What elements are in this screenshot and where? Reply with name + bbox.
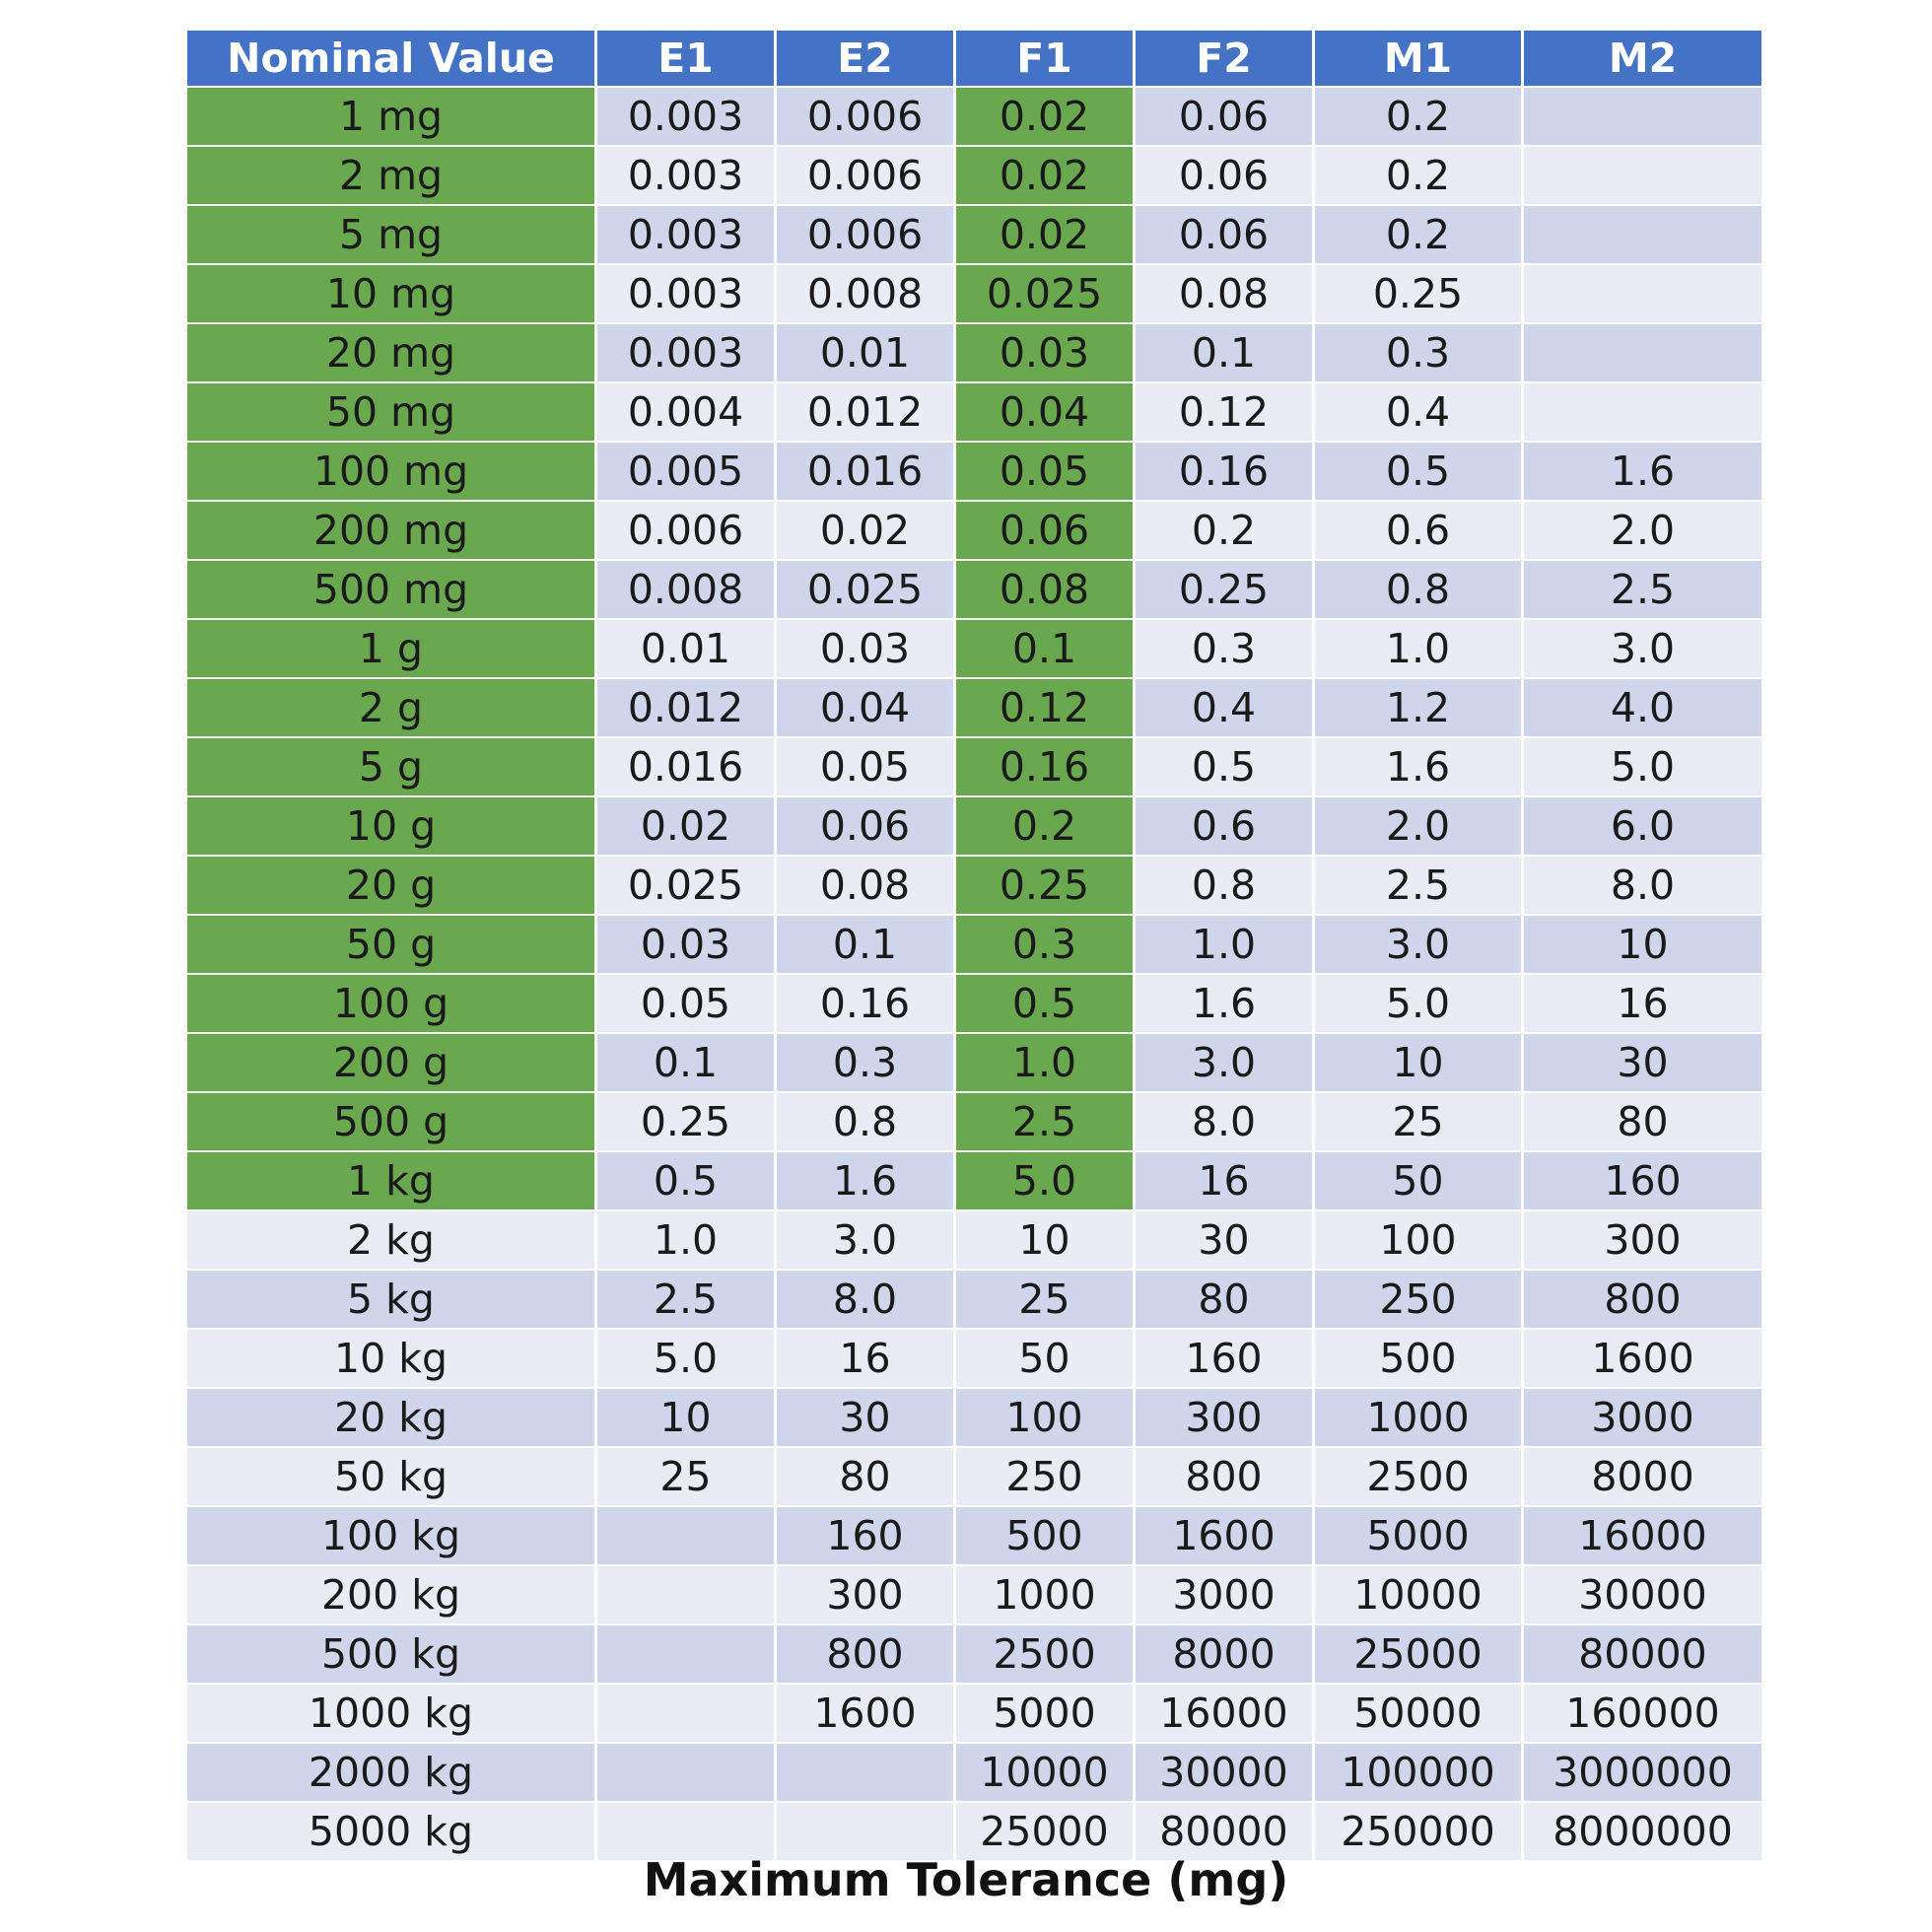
tolerance-cell-f2: 30 [1136,1211,1312,1269]
tolerance-cell-e1: 0.1 [597,1034,774,1091]
tolerance-cell-f2: 1600 [1136,1507,1312,1564]
tolerance-cell-f2: 0.3 [1136,620,1312,677]
tolerance-cell-e1: 0.02 [597,797,774,855]
table-row [187,88,1761,145]
tolerance-cell-m1: 5000 [1315,1507,1521,1564]
tolerance-cell-f1: 0.05 [956,443,1133,500]
table-row [187,679,1761,736]
tolerance-cell-m1: 2500 [1315,1448,1521,1505]
tolerance-cell-e1: 0.01 [597,620,774,677]
tolerance-cell-e1: 0.004 [597,383,774,441]
tolerance-cell-f2: 8000 [1136,1625,1312,1683]
tolerance-cell-e2: 0.16 [777,975,953,1032]
tolerance-cell-m1: 1.6 [1315,738,1521,795]
nominal-value-cell: 500 g [187,1093,594,1150]
tolerance-cell-e2 [777,1744,953,1801]
tolerance-cell-f2: 1.6 [1136,975,1312,1032]
table-row [187,1685,1761,1742]
tolerance-cell-m2: 30000 [1524,1566,1761,1623]
tolerance-cell-e1: 0.05 [597,975,774,1032]
table-row [187,1803,1761,1860]
tolerance-cell-f1: 25000 [956,1803,1133,1860]
tolerance-cell-m1: 0.25 [1315,265,1521,322]
table-row [187,797,1761,855]
tolerance-cell-m2 [1524,383,1761,441]
tolerance-cell-e1: 0.003 [597,324,774,381]
tolerance-cell-m1: 2.5 [1315,857,1521,914]
nominal-value-cell: 20 g [187,857,594,914]
tolerance-cell-m2: 5.0 [1524,738,1761,795]
tolerance-cell-m2: 3.0 [1524,620,1761,677]
tolerance-cell-f1: 0.04 [956,383,1133,441]
tolerance-cell-m2: 8000 [1524,1448,1761,1505]
tolerance-cell-f2: 0.16 [1136,443,1312,500]
nominal-value-cell: 2 mg [187,147,594,204]
tolerance-cell-m1: 0.2 [1315,147,1521,204]
tolerance-cell-m1: 0.2 [1315,88,1521,145]
tolerance-cell-f2: 80 [1136,1271,1312,1328]
table-row [187,502,1761,559]
table-row [187,324,1761,381]
nominal-value-cell: 5 g [187,738,594,795]
tolerance-cell-e2: 8.0 [777,1271,953,1328]
tolerance-cell-m1: 3.0 [1315,916,1521,973]
nominal-value-cell: 100 mg [187,443,594,500]
tolerance-cell-e2: 300 [777,1566,953,1623]
nominal-value-cell: 200 g [187,1034,594,1091]
table-row [187,1271,1761,1328]
tolerance-cell-m2: 80000 [1524,1625,1761,1683]
tolerance-cell-f1: 2500 [956,1625,1133,1683]
table-row [187,561,1761,618]
tolerance-cell-m2: 300 [1524,1211,1761,1269]
column-header-m2: M2 [1524,31,1761,86]
tolerance-cell-m2: 8.0 [1524,857,1761,914]
tolerance-cell-f1: 0.16 [956,738,1133,795]
nominal-value-cell: 10 kg [187,1330,594,1387]
tolerance-cell-f1: 0.2 [956,797,1133,855]
tolerance-cell-e2 [777,1803,953,1860]
tolerance-cell-m2: 6.0 [1524,797,1761,855]
nominal-value-cell: 100 g [187,975,594,1032]
tolerance-cell-f1: 0.1 [956,620,1133,677]
tolerance-cell-m2: 16000 [1524,1507,1761,1564]
tolerance-cell-e1: 0.003 [597,147,774,204]
tolerance-cell-e2: 0.03 [777,620,953,677]
tolerance-cell-e2: 0.02 [777,502,953,559]
tolerance-cell-e2: 0.006 [777,147,953,204]
tolerance-cell-e2: 3.0 [777,1211,953,1269]
tolerance-cell-f1: 10 [956,1211,1133,1269]
tolerance-cell-f2: 0.08 [1136,265,1312,322]
tolerance-cell-f2: 0.06 [1136,206,1312,263]
nominal-value-cell: 50 mg [187,383,594,441]
tolerance-cell-f2: 16000 [1136,1685,1312,1742]
nominal-value-cell: 1000 kg [187,1685,594,1742]
tolerance-cell-m2 [1524,324,1761,381]
column-header-e1: E1 [597,31,774,86]
table-row [187,916,1761,973]
tolerance-cell-e2: 0.006 [777,88,953,145]
table-row [187,1566,1761,1623]
tolerance-cell-f2: 0.1 [1136,324,1312,381]
tolerance-cell-m1: 10000 [1315,1566,1521,1623]
tolerance-cell-m2: 1.6 [1524,443,1761,500]
tolerance-cell-e2: 0.01 [777,324,953,381]
tolerance-cell-m1: 25 [1315,1093,1521,1150]
tolerance-cell-e1 [597,1803,774,1860]
tolerance-cell-m1: 50 [1315,1152,1521,1209]
tolerance-cell-e2: 0.025 [777,561,953,618]
nominal-value-cell: 2 kg [187,1211,594,1269]
tolerance-cell-f2: 0.8 [1136,857,1312,914]
table-row [187,975,1761,1032]
column-header-f1: F1 [956,31,1133,86]
tolerance-cell-f1: 0.03 [956,324,1133,381]
tolerance-cell-e1: 0.008 [597,561,774,618]
tolerance-cell-m1: 250000 [1315,1803,1521,1860]
tolerance-cell-m2 [1524,88,1761,145]
tolerance-cell-f2: 0.4 [1136,679,1312,736]
tolerance-cell-m2: 160000 [1524,1685,1761,1742]
tolerance-cell-m2: 30 [1524,1034,1761,1091]
table-row [187,1389,1761,1446]
tolerance-cell-m2: 1600 [1524,1330,1761,1387]
tolerance-cell-f2: 0.25 [1136,561,1312,618]
tolerance-cell-m2: 3000000 [1524,1744,1761,1801]
tolerance-cell-f1: 250 [956,1448,1133,1505]
tolerance-cell-e1 [597,1625,774,1683]
tolerance-cell-m1: 2.0 [1315,797,1521,855]
tolerance-cell-e1: 0.003 [597,265,774,322]
tolerance-cell-m1: 100000 [1315,1744,1521,1801]
nominal-value-cell: 10 mg [187,265,594,322]
table-row [187,857,1761,914]
tolerance-cell-f1: 0.06 [956,502,1133,559]
tolerance-cell-f1: 0.02 [956,206,1133,263]
tolerance-cell-m2: 2.0 [1524,502,1761,559]
tolerance-cell-f1: 5.0 [956,1152,1133,1209]
tolerance-cell-e2: 80 [777,1448,953,1505]
tolerance-cell-f1: 5000 [956,1685,1133,1742]
tolerance-cell-f2: 0.6 [1136,797,1312,855]
column-header-nominal-value: Nominal Value [187,31,594,86]
tolerance-cell-f1: 0.08 [956,561,1133,618]
tolerance-cell-e1 [597,1744,774,1801]
tolerance-cell-m1: 10 [1315,1034,1521,1091]
tolerance-cell-f1: 10000 [956,1744,1133,1801]
nominal-value-cell: 2 g [187,679,594,736]
nominal-value-cell: 2000 kg [187,1744,594,1801]
tolerance-cell-f2: 0.06 [1136,147,1312,204]
tolerance-cell-e1: 5.0 [597,1330,774,1387]
tolerance-cell-e1: 10 [597,1389,774,1446]
tolerance-cell-m1: 1.2 [1315,679,1521,736]
tolerance-cell-m1: 0.6 [1315,502,1521,559]
table-body [187,88,1761,1860]
tolerance-cell-m1: 25000 [1315,1625,1521,1683]
tolerance-cell-f1: 0.02 [956,147,1133,204]
tolerance-cell-m1: 0.8 [1315,561,1521,618]
tolerance-cell-f2: 300 [1136,1389,1312,1446]
tolerance-cell-f1: 0.5 [956,975,1133,1032]
table-row [187,1448,1761,1505]
tolerance-cell-e1: 0.003 [597,206,774,263]
tolerance-cell-f1: 1000 [956,1566,1133,1623]
tolerance-cell-e1: 1.0 [597,1211,774,1269]
tolerance-cell-f1: 0.12 [956,679,1133,736]
nominal-value-cell: 50 g [187,916,594,973]
tolerance-cell-e2: 0.08 [777,857,953,914]
tolerance-cell-f1: 0.02 [956,88,1133,145]
tolerance-cell-e1: 0.5 [597,1152,774,1209]
tolerance-cell-f2: 0.5 [1136,738,1312,795]
table-row [187,738,1761,795]
tolerance-cell-f1: 0.3 [956,916,1133,973]
tolerance-cell-f2: 3000 [1136,1566,1312,1623]
tolerance-cell-e1: 0.025 [597,857,774,914]
tolerance-cell-f1: 0.025 [956,265,1133,322]
table-row [187,1211,1761,1269]
tolerance-cell-e2: 0.8 [777,1093,953,1150]
tolerance-cell-m1: 500 [1315,1330,1521,1387]
tolerance-cell-f1: 500 [956,1507,1133,1564]
table-row [187,1093,1761,1150]
tolerance-cell-e2: 16 [777,1330,953,1387]
tolerance-cell-m1: 250 [1315,1271,1521,1328]
tolerance-cell-e1: 25 [597,1448,774,1505]
tolerance-cell-f1: 100 [956,1389,1133,1446]
tolerance-cell-m2: 800 [1524,1271,1761,1328]
nominal-value-cell: 500 kg [187,1625,594,1683]
nominal-value-cell: 50 kg [187,1448,594,1505]
tolerance-cell-m2: 16 [1524,975,1761,1032]
tolerance-cell-m2 [1524,206,1761,263]
tolerance-cell-f2: 8.0 [1136,1093,1312,1150]
tolerance-cell-m1: 0.2 [1315,206,1521,263]
tolerance-cell-e1 [597,1566,774,1623]
table-row [187,1330,1761,1387]
tolerance-cell-f1: 2.5 [956,1093,1133,1150]
tolerance-cell-m2: 3000 [1524,1389,1761,1446]
nominal-value-cell: 1 kg [187,1152,594,1209]
tolerance-cell-m2: 4.0 [1524,679,1761,736]
nominal-value-cell: 200 kg [187,1566,594,1623]
nominal-value-cell: 20 mg [187,324,594,381]
tolerance-cell-f1: 1.0 [956,1034,1133,1091]
tolerance-cell-e1: 0.006 [597,502,774,559]
tolerance-cell-e1: 0.03 [597,916,774,973]
table-row [187,1034,1761,1091]
tolerance-cell-m1: 0.4 [1315,383,1521,441]
tolerance-cell-e2: 0.012 [777,383,953,441]
nominal-value-cell: 1 g [187,620,594,677]
tolerance-cell-m1: 50000 [1315,1685,1521,1742]
tolerance-cell-m2 [1524,147,1761,204]
tolerance-cell-e2: 0.008 [777,265,953,322]
tolerance-cell-m1: 1.0 [1315,620,1521,677]
table-row [187,206,1761,263]
nominal-value-cell: 1 mg [187,88,594,145]
tolerance-cell-m2 [1524,265,1761,322]
tolerance-cell-e1: 0.012 [597,679,774,736]
table-caption: Maximum Tolerance (mg) [643,1853,1289,1906]
tolerance-cell-e2: 0.1 [777,916,953,973]
nominal-value-cell: 500 mg [187,561,594,618]
table-row [187,443,1761,500]
tolerance-cell-e2: 0.016 [777,443,953,500]
tolerance-cell-m1: 1000 [1315,1389,1521,1446]
tolerance-cell-f2: 3.0 [1136,1034,1312,1091]
tolerance-cell-e2: 1.6 [777,1152,953,1209]
nominal-value-cell: 100 kg [187,1507,594,1564]
tolerance-cell-m2: 10 [1524,916,1761,973]
tolerance-cell-e2: 800 [777,1625,953,1683]
tolerance-cell-f1: 0.25 [956,857,1133,914]
table-row [187,1507,1761,1564]
header-row [187,31,1761,86]
tolerance-cell-e2: 30 [777,1389,953,1446]
nominal-value-cell: 5 mg [187,206,594,263]
tolerance-cell-f2: 160 [1136,1330,1312,1387]
tolerance-cell-e2: 0.006 [777,206,953,263]
tolerance-cell-m2: 2.5 [1524,561,1761,618]
tolerance-cell-f2: 800 [1136,1448,1312,1505]
tolerance-cell-e1: 0.25 [597,1093,774,1150]
tolerance-cell-m1: 5.0 [1315,975,1521,1032]
tolerance-cell-f2: 80000 [1136,1803,1312,1860]
table-row [187,1744,1761,1801]
tolerance-cell-f2: 0.2 [1136,502,1312,559]
column-header-e2: E2 [777,31,953,86]
table-row [187,620,1761,677]
table-row [187,1625,1761,1683]
tolerance-cell-f2: 1.0 [1136,916,1312,973]
tolerance-cell-f2: 30000 [1136,1744,1312,1801]
tolerance-cell-e1: 0.016 [597,738,774,795]
tolerance-cell-f1: 25 [956,1271,1133,1328]
tolerance-cell-e2: 0.06 [777,797,953,855]
column-header-m1: M1 [1315,31,1521,86]
tolerance-cell-m1: 100 [1315,1211,1521,1269]
tolerance-cell-f2: 0.12 [1136,383,1312,441]
table-row [187,265,1761,322]
nominal-value-cell: 200 mg [187,502,594,559]
tolerance-cell-e2: 1600 [777,1685,953,1742]
nominal-value-cell: 5 kg [187,1271,594,1328]
tolerance-cell-e2: 0.3 [777,1034,953,1091]
tolerance-cell-e1: 0.005 [597,443,774,500]
tolerance-cell-f2: 16 [1136,1152,1312,1209]
tolerance-cell-e1: 0.003 [597,88,774,145]
tolerance-cell-m2: 8000000 [1524,1803,1761,1860]
tolerance-cell-f1: 50 [956,1330,1133,1387]
table-row [187,147,1761,204]
nominal-value-cell: 20 kg [187,1389,594,1446]
table-row [187,383,1761,441]
tolerance-cell-e2: 160 [777,1507,953,1564]
tolerance-cell-e1 [597,1685,774,1742]
tolerance-cell-e1 [597,1507,774,1564]
column-header-f2: F2 [1136,31,1312,86]
tolerance-cell-e1: 2.5 [597,1271,774,1328]
nominal-value-cell: 10 g [187,797,594,855]
tolerance-cell-m2: 80 [1524,1093,1761,1150]
tolerance-cell-m2: 160 [1524,1152,1761,1209]
tolerance-cell-m1: 0.3 [1315,324,1521,381]
nominal-value-cell: 5000 kg [187,1803,594,1860]
tolerance-cell-m1: 0.5 [1315,443,1521,500]
tolerance-table [184,29,1764,1862]
tolerance-cell-f2: 0.06 [1136,88,1312,145]
tolerance-cell-e2: 0.04 [777,679,953,736]
table-row [187,1152,1761,1209]
tolerance-cell-e2: 0.05 [777,738,953,795]
